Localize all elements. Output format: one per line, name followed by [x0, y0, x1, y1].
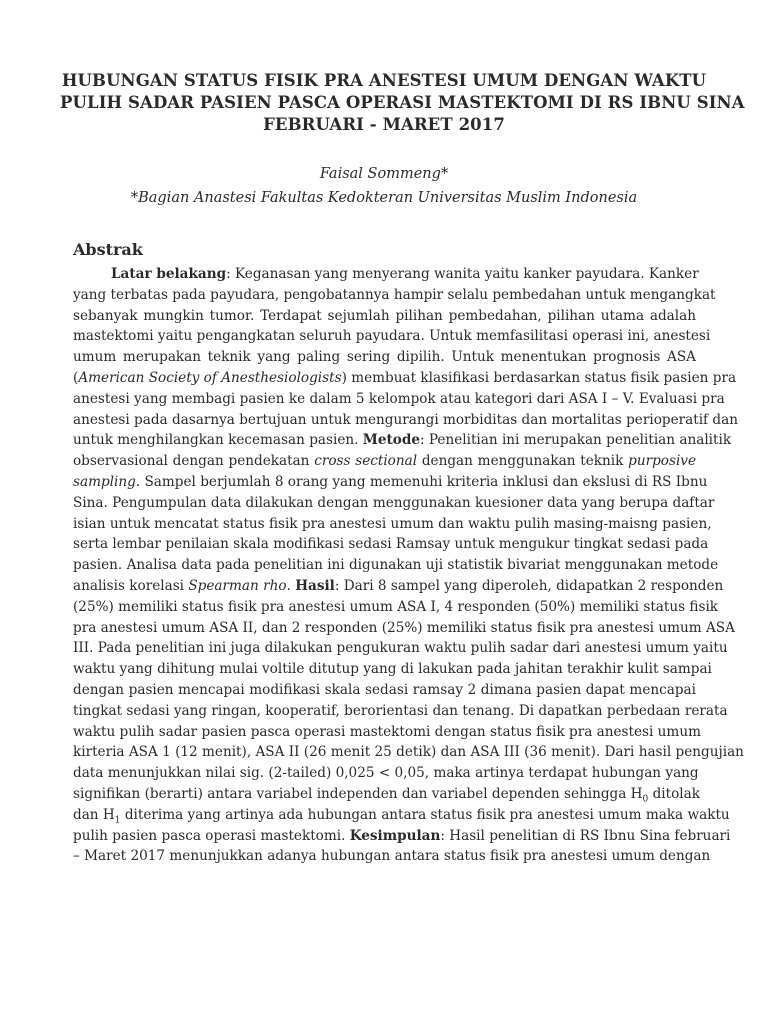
- author-affiliation: *Bagian Anastesi Fakultas Kedokteran Universitas Muslim Indonesia: [130, 190, 638, 206]
- abstract-line: yang terbatas pada payudara, pengobatannya hampir selalu pembedahan untuk mengangkat: [73, 286, 716, 303]
- term-asa: American Society of Anesthesiologists: [78, 369, 342, 386]
- abstract-line: pasien. Analisa data pada penelitian ini digunakan uji statistik bivariat menggunakan metode: [73, 557, 719, 574]
- abstract-line: untuk menghilangkan kecemasan pasien. Metode: Penelitian ini merupakan penelitian analitik: [73, 432, 732, 449]
- abstract-line: kirteria ASA 1 (12 menit), ASA II (26 menit 25 detik) dan ASA III (36 menit). Dari hasil pengujian: [73, 744, 744, 761]
- abstract-line: waktu yang dihitung mulai voltile ditutup yang di lakukan pada jahitan terakhir kulit sampai: [73, 661, 712, 678]
- abstract-line: – Maret 2017 menunjukkan adanya hubungan antara status fisik pra anestesi umum dengan: [73, 848, 711, 865]
- abstract-line: tingkat sedasi yang ringan, kooperatif, berorientasi dan tenang. Di dapatkan perbedaan rerata: [73, 702, 728, 719]
- abstract-line: signifikan (berarti) antara variabel independen dan variabel dependen sehingga $H_0$ ditolak: [73, 785, 700, 805]
- abstract-line: observasional dengan pendekatan cross sectional dengan menggunakan teknik purposive: [73, 453, 697, 470]
- term-cross-sectional: cross sectional: [314, 453, 418, 470]
- abstract-line: data menunjukkan nilai sig. (2-tailed) 0,025 < 0,05, maka artinya terdapat hubungan yang: [73, 765, 699, 782]
- title-line-2: PULIH SADAR PASIEN PASCA OPERASI MASTEKTOMI DI RS IBNU SINA: [60, 93, 745, 112]
- abstract-line: anestesi pada dasarnya bertujuan untuk mengurangi morbiditas dan mortalitas perioperatif dan: [73, 411, 738, 428]
- abstract-line: mastektomi yaitu pengangkatan seluruh payudara. Untuk memfasilitasi operasi ini, anestesi: [73, 328, 711, 345]
- abstract-line: anestesi yang membagi pasien ke dalam 5 kelompok atau kategori dari ASA I – V. Evaluasi pra: [73, 390, 725, 407]
- abstract-line: pulih pasien pasca operasi mastektomi. Kesimpulan: Hasil penelitian di RS Ibnu Sina februari: [73, 827, 731, 844]
- label-kesimpulan: Kesimpulan: [349, 827, 441, 844]
- abstract-body: [73, 264, 744, 867]
- abstract-line: Latar belakang: Keganasan yang menyerang wanita yaitu kanker payudara. Kanker: [111, 266, 699, 282]
- abstract-line: dengan pasien mencapai modifikasi skala sedasi ramsay 2 dimana pasien dapat mencapai: [73, 681, 696, 698]
- abstract-heading: Abstrak: [73, 240, 143, 259]
- term-sampling: sampling: [73, 473, 136, 490]
- subscript-h0: 0: [642, 794, 649, 805]
- abstract-line: Sina. Pengumpulan data dilakukan dengan menggunakan kuesioner data yang berupa daftar: [73, 494, 715, 511]
- label-latar-belakang: Latar belakang: [111, 266, 227, 282]
- term-purposive: purposive: [628, 453, 697, 470]
- term-spearman: Spearman rho: [188, 577, 287, 594]
- abstract-line: serta lembar penilaian skala modifikasi sedasi Ramsay untuk mengukur tingkat sedasi pada: [73, 536, 709, 553]
- abstract-line: isian untuk mencatat status fisik pra anestesi umum dan waktu pulih masing-maisng pasien,: [73, 515, 712, 532]
- abstract-line: (25%) memiliki status fisik pra anestesi umum ASA I, 4 responden (50%) memiliki status fisik: [73, 598, 719, 615]
- subscript-h1: 1: [114, 815, 121, 826]
- title-line-1: HUBUNGAN STATUS FISIK PRA ANESTESI UMUM DENGAN WAKTU: [61, 71, 707, 90]
- abstract-line: umum merupakan teknik yang paling sering dipilih. Untuk menentukan prognosis ASA: [73, 349, 696, 366]
- label-metode: Metode: [362, 432, 420, 449]
- paper-title: [60, 70, 745, 136]
- abstract-line: analisis korelasi Spearman rho. Hasil: Dari 8 sampel yang diperoleh, didapatkan 2 responden: [73, 577, 724, 594]
- abstract-line: dan $H_1$ diterima yang artinya ada hubungan antara status fisik pra anestesi umum maka waktu: [73, 806, 730, 826]
- abstract-line: sampling. Sampel berjumlah 8 orang yang memenuhi kriteria inklusi dan ekslusi di RS Ibnu: [73, 473, 708, 490]
- abstract-line: waktu pulih sadar pasien pasca operasi mastektomi dengan status fisik pra anestesi umum: [73, 723, 701, 740]
- title-line-3: FEBRUARI - MARET 2017: [263, 115, 505, 134]
- abstract-line: (American Society of Anesthesiologists) membuat klasifikasi berdasarkan status fisik pasien pra: [73, 369, 737, 386]
- abstract-line: III. Pada penelitian ini juga dilakukan pengukuran waktu pulih sadar dari anestesi umum yaitu: [73, 640, 728, 657]
- author-name: Faisal Sommeng*: [319, 166, 449, 182]
- abstract-line: sebanyak mungkin tumor. Terdapat sejumlah pilihan pembedahan, pilihan utama adalah: [73, 307, 696, 324]
- label-hasil: Hasil: [295, 577, 335, 594]
- abstract-line: pra anestesi umum ASA II, dan 2 responden (25%) memiliki status fisik pra anestesi umum ASA: [73, 619, 735, 636]
